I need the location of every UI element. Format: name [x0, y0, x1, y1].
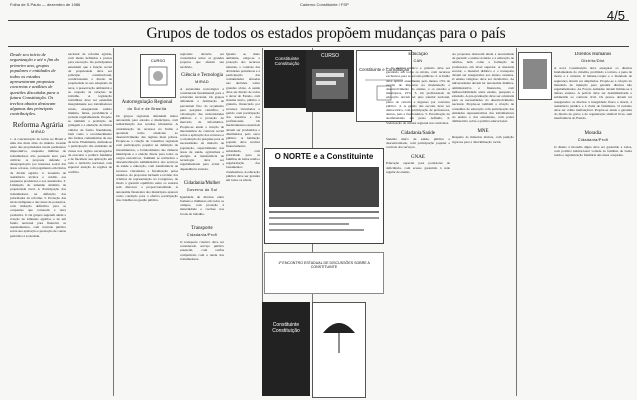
- section-title: Reforma Agrária: [12, 119, 64, 129]
- umbrella-booklet: [312, 302, 366, 398]
- folio-center: Caderno Constituinte / FSP: [300, 2, 349, 7]
- section-title: Educação: [408, 52, 428, 57]
- constituicao-booklet: [518, 52, 552, 100]
- section-byline: do Sul e de Brasília: [127, 107, 167, 111]
- column-7: [452, 52, 514, 396]
- column-6: [386, 52, 450, 396]
- section-title: GNAE: [411, 155, 425, 161]
- folio-left: Folha de S.Paulo — dezembro de 1986: [10, 2, 81, 7]
- curso-booklet-cover: [140, 54, 176, 98]
- section-title: Moradia: [584, 130, 602, 136]
- constituinte-constituicao-cover: [264, 50, 310, 108]
- section-byline: CAN: [413, 59, 423, 63]
- section-title: Direitos Humanos: [574, 52, 612, 57]
- lead-paragraph: Desde seu início de organização e até o fim do primeiro ano, grupos populares e entidades de todos os estados apresentaram propostas concretas e análises de questões discutidas para a futura Constituição. Os trechos abaixo destacam algumas das principais contribuições.: [10, 52, 59, 117]
- page-number: 4/5: [606, 8, 625, 23]
- body-text: Educação especial para portadores de deficiência, com acesso garantido à rede regular de ensino.: [386, 161, 450, 174]
- column-divider: [516, 48, 517, 396]
- section-byline: MIRAD: [195, 79, 209, 84]
- section-title: Autorregulação Regional: [121, 100, 173, 105]
- cover-title: CURSO: [320, 53, 340, 59]
- section-byline: Cidadania/Profi: [186, 232, 218, 237]
- body-text: O direito à moradia digna deve ser garantido a todos, com política habitacional voltada às famílias de baixa renda e regularização fundiária das áreas ocupadas.: [554, 144, 632, 158]
- section-byline: Cidadania/Profi: [577, 137, 609, 142]
- column-8: [554, 52, 632, 396]
- section-title: Transporte: [191, 225, 213, 231]
- cover-illustration-icon: [306, 59, 354, 109]
- body-text: 1. A concentração de terras no Brasil é uma das mais altas do mundo. Grande parte das propriedades rurais permanece improdutiva, enquanto milhões de trabalhadores não possuem terra para cultivar. A proposta defende a desapropriação por interesse social das áreas ociosas, com pagamento em títulos da dívida agrária. 2. Garantia de assistência técnica e crédito aos pequenos produtores e aos assentados. 3. Limitação do tamanho máximo da propriedade rural. 4. Participação dos trabalhadores na definição das prioridades da reforma. 5. Proteção das terras indígenas e das áreas de posseiros, com titulação definitiva para os ocupantes que tornaram a terra produtiva. 6. Os grupos sugerem ainda a criação de tribunais agrários e de um fundo nacional para financiar os assentamentos, com controle público sobre sua aplicação e prestação de contas periódica à sociedade.: [10, 136, 66, 238]
- column-5: [226, 52, 260, 396]
- top-rule: [8, 20, 629, 21]
- column-2: [68, 52, 112, 396]
- booklet-illustration-icon: [519, 53, 551, 99]
- cover-title: CURSO: [150, 58, 166, 63]
- body-text: regionais deverão ser consultados sobre os grandes projetos que afetem seu território.: [180, 52, 224, 69]
- body-text: As propostas destacam ainda a necessidade de garantir o ensino noturno e a educação de adultos, bem como a formação de professores em nível superior. A merenda escolar, o material didático e o transporte devem ser assegurados aos alunos carentes. O ensino religioso deve ser facultativo. As universidades devem ter autonomia didática, administrativa e financeira, com indissociabilidade entre ensino, pesquisa e extensão. A pós-graduação deve ser orientada para as necessidades do desenvolvimento nacional. Propõe-se também a criação de conselhos de educação com participação das entidades representativas dos trabalhadores do ensino e dos estudantes, com poder deliberativo sobre a política educacional.: [452, 52, 514, 124]
- column-4: [180, 52, 224, 396]
- section-title: Cidadania/Mulher: [183, 180, 221, 186]
- body-text: Sistema único de saúde, público e descentralizado, com participação popular e controle dos serviços.: [386, 136, 450, 150]
- body-text: 1. O ensino público e gratuito deve ser garantido em todos os níveis, com recursos exclusivos para as escolas públicas. 2. A União deve aplicar anualmente pelo menos 13% da receita de impostos na manutenção e desenvolvimento do ensino, e os estados e municípios, 25%. 3. Os profissionais da educação devem ter piso salarial nacional, plano de carreira e ingresso por concurso público. 4. A gestão das escolas deve ser democrática, com participação de professores, alunos, pais e funcionários. 5. Erradicação do analfabetismo em prazo definido. 6. Valorização da cultura regional nos currículos.: [386, 66, 450, 125]
- page-headline: Grupos de todos os estados propõem mudanças para o país: [146, 25, 506, 42]
- cover-subtitle: Constituinte e Constituição: [359, 67, 409, 72]
- column-1: [10, 52, 66, 396]
- curso-constituinte-cover: [306, 50, 354, 112]
- section-title: Ciência e Tecnologia: [180, 72, 224, 78]
- body-text: A autonomia tecnológica é considerada fundamental para a soberania nacional. Os grupos defendem a destinação de percentual fixo do orçamento para pesquisa científica, a valorização das universidades públicas e a proteção do mercado de informática. Propõe-se ainda a criação de mecanismos de controle social sobre a aplicação dos recursos e a orientação da pesquisa para as necessidades da maioria da população, especialmente nas áreas de saúde, agricultura e energia. A transferência de tecnologia deve ser regulamentada para evitar a dependência externa.: [180, 86, 224, 171]
- encontro-poster: [264, 252, 384, 294]
- o-norte-constituinte-page: [264, 148, 384, 244]
- section-title: Cidadania/Saúde: [401, 130, 435, 136]
- crowd-illustration-icon: [265, 161, 383, 239]
- section-byline: MIRAD: [31, 129, 45, 134]
- umbrella-icon: [313, 303, 365, 397]
- column-divider: [113, 48, 114, 396]
- section-byline: Governo do Sul: [186, 187, 218, 192]
- body-text: Quanto ao meio ambiente, exige-se a proteção dos recursos naturais, o controle das atividades poluidoras e a participação das comunidades afetadas nas decisões sobre grandes obras. A saúde deve ser direito de todos e dever do Estado, com sistema único, público e gratuito, financiado por recursos vinculados e gerido com participação dos usuários e dos profissionais. Os medicamentos essenciais devem ser produzidos e distribuídos pelo setor público. A habitação popular deve receber financiamento subsidiado, com prioridade para as famílias de baixa renda e regularização dos loteamentos clandestinos. A educação pública deve ser gratuita em todos os níveis.: [226, 52, 260, 183]
- cover-illustration-icon: [141, 63, 175, 93]
- cover-title: Constituinte Constituição: [272, 322, 300, 334]
- body-text: Respeito às minorias étnicas, com punição rigorosa para a discriminação racial.: [452, 135, 514, 144]
- section-byline: Distrito/Dist: [581, 59, 605, 63]
- body-text: Igualdade de direitos entre homens e mulheres em todos os campos, com proteção à maternidade e creches nos locais de trabalho.: [180, 194, 224, 216]
- section-title: MNE: [477, 129, 489, 135]
- body-text: Os grupos regionais defendem maior autonomia para estados e municípios, com redistribuição das receitas tributárias. A centralização de recursos na União é apontada como obstáculo ao desenvolvimento das regiões mais pobres. Propõe-se a criação de conselhos regionais com participação popular na definição de investimentos, o fortalecimento das câmaras municipais e a eleição direta para todos os cargos executivos. Também se reivindica a descentralização administrativa dos serviços de saúde e educação, com transferência de recursos vinculados e fiscalização pelos usuários. As propostas incluem a revisão dos critérios de representação no Congresso, de modo a garantir equilíbrio entre os estados sem distorcer a proporcionalidade. A autonomia financeira dos municípios aparece como condição para a efetiva participação dos cidadãos na gestão pública.: [116, 114, 178, 203]
- column-3: [116, 52, 178, 396]
- poster-text: 1º ENCONTRO ESTADUAL DE DISCUSSÕES SOBRE A CONSTITUINTE: [278, 261, 370, 269]
- banner-title: O NORTE e a Constituinte: [274, 152, 374, 161]
- body-text: A nova Constituição deve assegurar os direitos fundamentais do cidadão, proibindo a tortura, a pena de morte e a censura. O habeas-corpus e o mandado de segurança devem ser ampliados. Propõe-se a criação do mandado de injunção para garantir direitos não regulamentados. As Forças Armadas devem limitar-se à defesa externa. A polícia deve ser desmilitarizada e submetida ao controle civil. Os presos devem ter assegurados os direitos à integridade física e moral, à assistência jurídica e à visita de familiares. O racismo deve ser crime inafiançável. Propõe-se ainda a garantia do direito de greve e de organização sindical livre, sem interferência do Estado.: [554, 66, 632, 121]
- constituinte-constituicao-booklet: [262, 302, 310, 396]
- headline-rule: [8, 46, 629, 47]
- cover-title: Constituinte Constituição: [274, 56, 300, 66]
- body-text: O transporte coletivo deve ser considerado serviço público essencial, com tarifas compatíveis com a renda dos trabalhadores.: [180, 239, 224, 261]
- body-text: nacional de reforma agrária, com metas definidas e prazos para execução. Os participantes entendem que a função social da propriedade deve ser princípio constitucional, condicionando o direito de propriedade ao uso adequado da terra, à preservação ambiental e ao respeito às relações de trabalho. A legislação trabalhista deve ser estendida integralmente aos trabalhadores rurais, assegurando salário mínimo, férias, previdência e jornada regulamentada. Propõe-se também a proibição da grilagem e a anulação de títulos obtidos de forma fraudulenta, bem como o reconhecimento das formas comunitárias de uso da terra. Finalmente, defende-se a participação das entidades de classe nos órgãos encarregados de executar a política fundiária e de fiscalizar sua aplicação em todo o território nacional, com especial atenção às regiões de conflito.: [68, 52, 112, 174]
